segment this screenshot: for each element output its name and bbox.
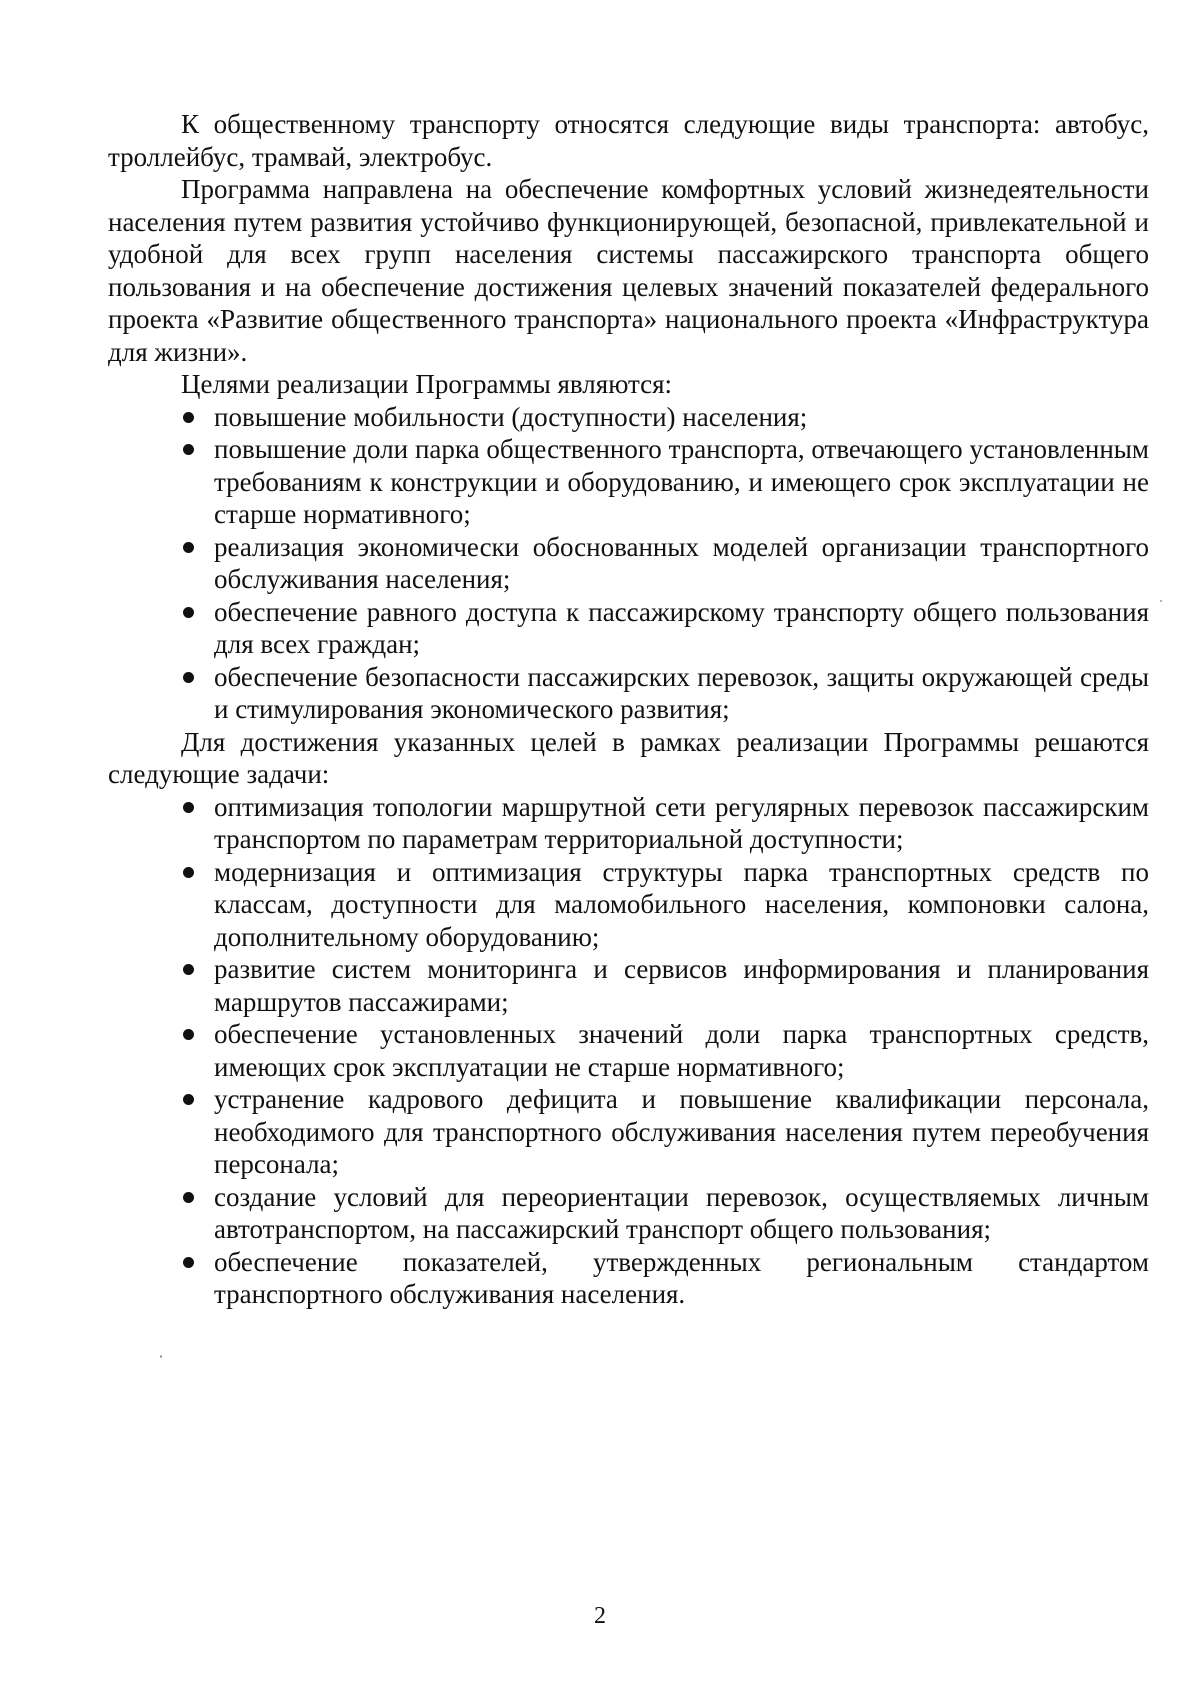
goal-item	[108, 433, 1149, 531]
bullet-icon	[183, 607, 194, 618]
tasks-intro: Для достижения указанных целей в рамках реализации Программы решаются следующие задачи:	[108, 726, 1149, 789]
document-body	[108, 108, 1149, 1311]
goal-text: реализация экономически обоснованных моделей организации транспортного обслуживания населения;	[214, 531, 1149, 594]
bullet-icon	[183, 1192, 194, 1203]
bullet-icon	[183, 1029, 194, 1040]
goal-item	[108, 661, 1149, 726]
bullet-icon	[183, 867, 194, 878]
task-text: устранение кадрового дефицита и повышение квалификации персонала, необходимого для транспортного обслуживания населения путем переобучения персонала;	[214, 1084, 1149, 1179]
task-item	[108, 953, 1149, 1018]
bullet-icon	[183, 542, 194, 553]
task-item	[108, 1083, 1149, 1181]
task-item	[108, 1246, 1149, 1311]
goal-item	[108, 531, 1149, 596]
scan-speck	[1160, 600, 1162, 602]
page-number: 2	[594, 1603, 606, 1629]
goal-text: обеспечение безопасности пассажирских перевозок, защиты окружающей среды и стимулирования экономического развития;	[214, 661, 1149, 724]
goal-item	[108, 401, 1149, 434]
task-text: оптимизация топологии маршрутной сети регулярных перевозок пассажирским транспортом по параметрам территориальной доступности;	[214, 791, 1149, 854]
bullet-icon	[183, 964, 194, 975]
goal-text: повышение мобильности (доступности) населения;	[214, 401, 808, 432]
task-item	[108, 856, 1149, 954]
goal-text: обеспечение равного доступа к пассажирскому транспорту общего пользования для всех граждан;	[214, 596, 1149, 659]
bullet-icon	[183, 1094, 194, 1105]
intro-paragraph-2: Программа направлена на обеспечение комфортных условий жизнедеятельности населения путем развития устойчиво функционирующей, безопасной, привлекательной и удобной для всех групп населения системы пассажирского транспорта общего пользования и на обеспечение достижения целевых значений показателей федерального проекта «Развитие общественного транспорта» национального проекта «Инфраструктура для жизни».	[108, 174, 1149, 367]
task-text: обеспечение показателей, утвержденных региональным стандартом транспортного обслуживания населения.	[214, 1246, 1149, 1309]
bullet-icon	[183, 444, 194, 455]
task-text: обеспечение установленных значений доли парка транспортных средств, имеющих срок эксплуатации не старше нормативного;	[214, 1019, 1149, 1082]
tasks-list	[108, 791, 1149, 1311]
scan-speck	[160, 1355, 162, 1358]
goal-text: повышение доли парка общественного транспорта, отвечающего установленным требованиям к конструкции и оборудованию, и имеющего срок эксплуатации не старше нормативного;	[214, 434, 1149, 529]
task-item	[108, 1018, 1149, 1083]
intro-paragraph-1: К общественному транспорту относятся следующие виды транспорта: автобус, троллейбус, трамвай, электробус.	[108, 109, 1149, 172]
task-text: модернизация и оптимизация структуры парка транспортных средств по классам, доступности для маломобильного населения, компоновки салона, дополнительному оборудованию;	[214, 856, 1149, 952]
goals-list	[108, 401, 1149, 726]
task-item	[108, 1181, 1149, 1246]
task-text: развитие систем мониторинга и сервисов информирования и планирования маршрутов пассажирами;	[214, 954, 1149, 1017]
bullet-icon	[183, 802, 194, 813]
goals-intro: Целями реализации Программы являются:	[181, 369, 673, 399]
task-text: создание условий для переориентации перевозок, осуществляемых личным автотранспортом, на пассажирский транспорт общего пользования;	[214, 1181, 1149, 1244]
goal-item	[108, 596, 1149, 661]
bullet-icon	[183, 412, 194, 423]
bullet-icon	[183, 672, 194, 683]
bullet-icon	[183, 1257, 194, 1268]
task-item	[108, 791, 1149, 856]
